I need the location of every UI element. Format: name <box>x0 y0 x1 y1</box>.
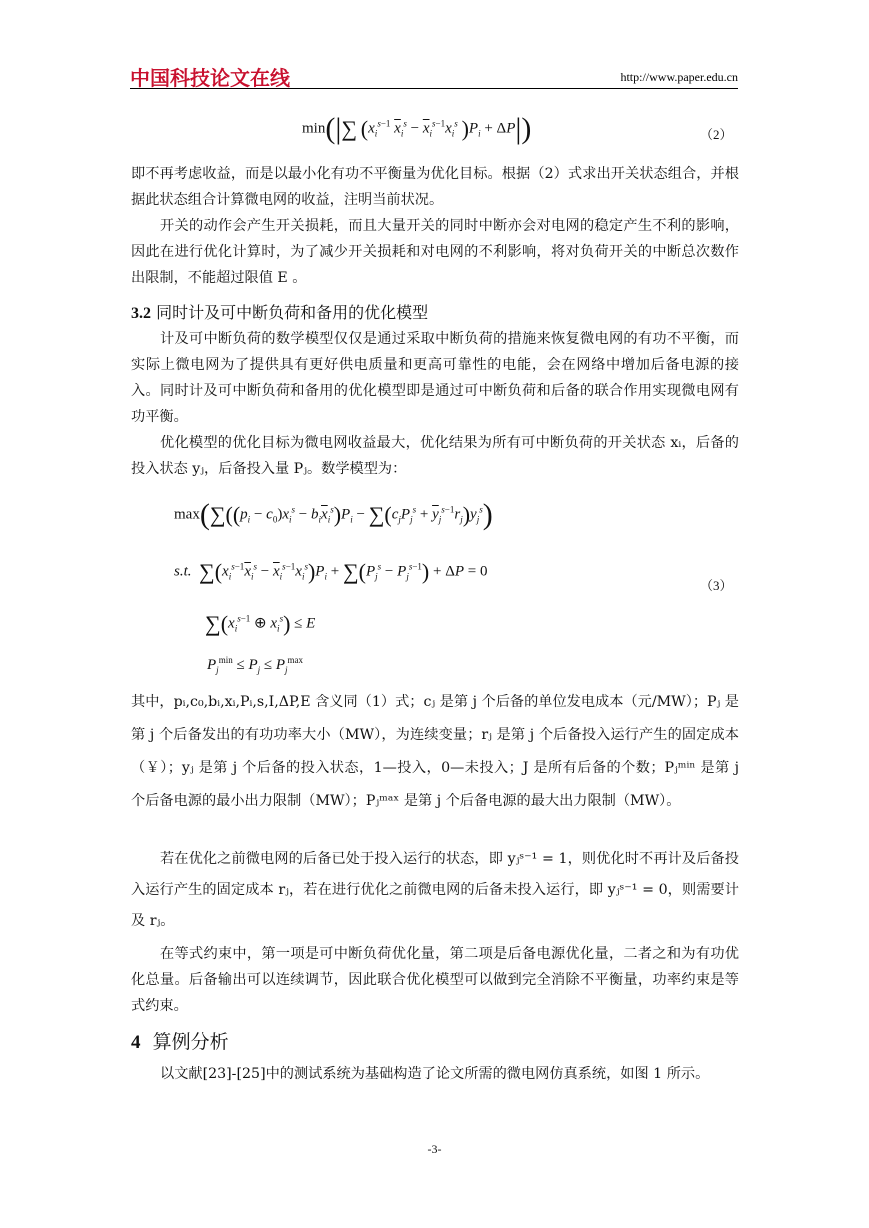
section-3-2-title: 同时计及可中断负荷和备用的优化模型 <box>156 303 429 322</box>
paragraph-1: 即不再考虑收益，而是以最小化有功不平衡量为优化目标。根据（2）式求出开关状态组合，并根据此状态组合计算微电网的收益，注明当前状况。 <box>131 166 739 208</box>
section-3-2-number: 3.2 <box>131 305 151 322</box>
journal-logo: 中国科技论文在线 <box>130 66 290 90</box>
equation-3-line-3: $\sum(x_i^{s-1}$ ⊕ $x_i^s) \le E$ <box>205 611 316 636</box>
section-4-heading <box>131 1027 229 1054</box>
equation-2: min(|∑ ($x_i^{s-1}$ $\overline{x}_i^s - \overline{x}_i^{s-1}x_i^s$ )$P_i + \Delta P|$) <box>302 112 532 145</box>
paragraph-4: 优化模型的优化目标为微电网收益最大，优化结果为所有可中断负荷的开关状态 xᵢ，后备的投入状态 yⱼ，后备投入量 Pⱼ。数学模型为： <box>131 435 739 477</box>
equation-3-line-1: $\max(\sum((p_i - c_0)x_i^s - b_i\overline{x}_i^s)P_i - \sum(c_jP_j^s + \overline{y}_j^{s-1}r_j)y_j^s)$ <box>174 498 493 531</box>
paragraph-5: 其中，pᵢ,c₀,bᵢ,xᵢ,Pᵢ,s,I,ΔP,E 含义同（1）式；cⱼ 是第 j 个后备的单位发电成本（元/MW）；Pⱼ 是第 j 个后备发出的有功功率大小（MW），为连续变量；rⱼ 是第 j 个后备投入运行产生的固定成本（￥）；yⱼ 是第 j 个后备的投入状态，1—投入，0—未投入；J 是所有后备的个数；Pⱼᵐⁱⁿ 是第 j 个后备电源的最小出力限制（MW）；Pⱼᵐᵃˣ 是第 j 个后备电源的最大出力限制（MW）。 <box>131 694 739 809</box>
paragraph-7: 在等式约束中，第一项是可中断负荷优化量，第二项是后备电源优化量，二者之和为有功优化总量。后备输出可以连续调节，因此联合优化模型可以做到完全消除不平衡量，功率约束是等式约束。 <box>131 946 739 1014</box>
section-4-number: 4 <box>131 1032 141 1053</box>
equation-2-number: （2） <box>700 127 733 142</box>
paragraph-6: 若在优化之前微电网的后备已处于投入运行的状态，即 yⱼˢ⁻¹ = 1，则优化时不再计及后备投入运行产生的固定成本 rⱼ，若在进行优化之前微电网的后备未投入运行，即 yⱼˢ⁻¹ = 0，则需要计及 rⱼ。 <box>131 851 739 929</box>
page-number: -3- <box>427 1142 442 1156</box>
paragraph-2: 开关的动作会产生开关损耗，而且大量开关的同时中断亦会对电网的稳定产生不利的影响，因此在进行优化计算时，为了减少开关损耗和对电网的不利影响，将对负荷开关的中断总次数作出限制，不能超过限值 E 。 <box>131 218 739 286</box>
header-url[interactable]: http://www.paper.edu.cn <box>620 70 738 84</box>
header-rule <box>130 88 738 89</box>
paragraph-8: 以文献[23]-[25]中的测试系统为基础构造了论文所需的微电网仿真系统，如图 1 所示。 <box>160 1066 710 1082</box>
paragraph-3: 计及可中断负荷的数学模型仅仅是通过采取中断负荷的措施来恢复微电网的有功不平衡，而实际上微电网为了提供具有更好供电质量和更高可靠性的电能，会在网络中增加后备电源的接入。同时计及可中断负荷和备用的优化模型即是通过可中断负荷和后备的联合作用实现微电网有功平衡。 <box>131 331 739 425</box>
equation-3-number: （3） <box>700 578 733 593</box>
section-3-2-heading <box>131 300 428 323</box>
equation-3-line-4: $P_j^{min} \le P_j \le P_j^{max}$ <box>207 655 304 675</box>
equation-3-line-2: s.t. $\sum(x_i^{s-1}\overline{x}_i^s - \overline{x}_i^{s-1}x_i^s)P_i + \sum(P_j^s - P_j^{s-1}) + \Delta P = 0$ <box>174 559 488 584</box>
section-4-title: 算例分析 <box>152 1031 229 1053</box>
